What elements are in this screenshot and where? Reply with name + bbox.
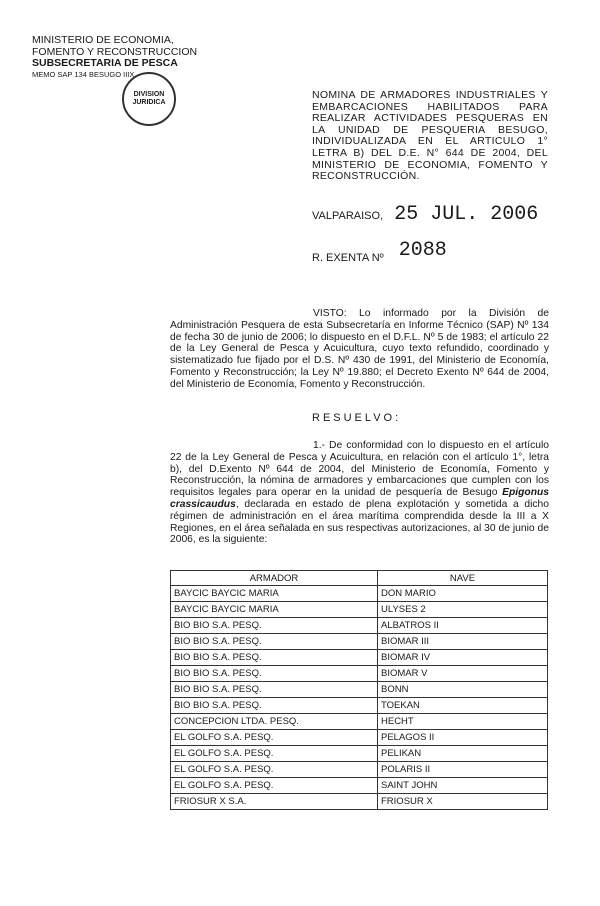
table-row	[171, 794, 548, 810]
table-row	[171, 730, 548, 746]
nave-cell: BIOMAR V	[378, 666, 548, 682]
table-row	[171, 634, 548, 650]
table-row	[171, 602, 548, 618]
nave-cell: BONN	[378, 682, 548, 698]
table-row	[171, 746, 548, 762]
dateline-date-stamp: 25 JUL. 2006	[394, 203, 539, 226]
armador-cell: EL GOLFO S.A. PESQ.	[171, 762, 378, 778]
visto-paragraph: VISTO: Lo informado por la División de Administración Pesquera de esta Subsecretaría en Informe Técnico (SAP) Nº 134 de fecha 30 de junio de 2006; lo dispuesto en el D.F.L. Nº 5 de 1983; el artículo 22 de la Ley General de Pesca y Acuicultura, cuyo texto refundido, coordinado y sistematizado fue fijado por el D.S. Nº 430 de 1991, del Ministerio de Economía, Fomento y Reconstrucción; la Ley Nº 19.880; el Decreto Exento Nº 644 de 2004, del Ministerio de Economía, Fomento y Reconstrucción.	[170, 308, 549, 390]
point1-text-after: , declarada en estado de plena explotación y sometida a dicho régimen de administración en el área marítima comprendida desde la III a X Regiones, en el área señalada en sus respectivas autorizaciones, al 30 de junio de 2006, es la siguiente:	[170, 498, 549, 546]
resolution-point-1	[170, 440, 549, 546]
nave-cell: HECHT	[378, 714, 548, 730]
exenta-number: 2088	[398, 239, 447, 262]
armador-cell: EL GOLFO S.A. PESQ.	[171, 746, 378, 762]
armador-cell: BIO BIO S.A. PESQ.	[171, 682, 378, 698]
letterhead-ministry-cont: FOMENTO Y RECONSTRUCCION	[32, 45, 198, 58]
nave-cell: SAINT JOHN	[378, 778, 548, 794]
resuelvo-heading: RESUELVO:	[312, 412, 402, 424]
point1-text-before: 1.- De conformidad con lo dispuesto en el artículo 22 de la Ley General de Pesca y Acuicultura, en relación con el artículo 1°, letra b), del D.Exento Nº 644 de 2004, del Ministerio de Economía, Fomento y Reconstrucción, la nómina de armadores y embarcaciones que cumplen con los requisitos legales para operar en la unidad de pesquería de Besugo	[170, 440, 549, 499]
nave-cell: POLARIS II	[378, 762, 548, 778]
nave-cell: ALBATROS II	[378, 618, 548, 634]
dateline-city: VALPARAISO,	[312, 210, 384, 222]
letterhead	[32, 35, 207, 80]
letterhead-subsecretaria: SUBSECRETARIA DE PESCA	[32, 57, 178, 69]
table-row	[171, 666, 548, 682]
dateline	[312, 203, 538, 226]
armador-cell: BIO BIO S.A. PESQ.	[171, 650, 378, 666]
nave-cell: PELAGOS II	[378, 730, 548, 746]
exenta-label: R. EXENTA Nº	[312, 252, 384, 264]
table-row	[171, 762, 548, 778]
document-title: NOMINA DE ARMADORES INDUSTRIALES Y EMBARCACIONES HABILITADOS PARA REALIZAR ACTIVIDADES PESQUERAS EN LA UNIDAD DE PESQUERIA BESUGO, INDIVIDUALIZADA EN EL ARTICULO 1° LETRA B) DEL D.E. N° 644 DE 2004, DEL MINISTERIO DE ECONOMIA, FOMENTO Y RECONSTRUCCIÓN.	[312, 89, 548, 183]
nave-cell: DON MARIO	[378, 586, 548, 602]
table-row	[171, 586, 548, 602]
nave-cell: TOEKAN	[378, 698, 548, 714]
armador-cell: BIO BIO S.A. PESQ.	[171, 698, 378, 714]
armador-cell: BIO BIO S.A. PESQ.	[171, 618, 378, 634]
table-row	[171, 698, 548, 714]
table-row	[171, 714, 548, 730]
fleet-table	[170, 570, 548, 810]
table-row	[171, 650, 548, 666]
nave-cell: FRIOSUR X	[378, 794, 548, 810]
column-header-armador: ARMADOR	[171, 571, 378, 586]
armador-cell: BAYCIC BAYCIC MARIA	[171, 602, 378, 618]
exenta-line	[312, 239, 447, 268]
armador-cell: FRIOSUR X S.A.	[171, 794, 378, 810]
column-header-nave: NAVE	[378, 571, 548, 586]
nave-cell: ULYSES 2	[378, 602, 548, 618]
letterhead-memo: MEMO SAP 134 BESUGO IIIX	[32, 69, 135, 79]
stamp-text: DIVISION JURIDICA	[132, 91, 166, 106]
table-row	[171, 682, 548, 698]
nave-cell: PELIKAN	[378, 746, 548, 762]
armador-cell: BIO BIO S.A. PESQ.	[171, 666, 378, 682]
table-row	[171, 778, 548, 794]
table-header-row	[171, 571, 548, 586]
table-row	[171, 618, 548, 634]
point1-species: Epigonus crassicaudus	[170, 487, 549, 510]
nave-cell: BIOMAR IV	[378, 650, 548, 666]
letterhead-ministry: MINISTERIO DE ECONOMIA,	[32, 34, 174, 46]
armador-cell: EL GOLFO S.A. PESQ.	[171, 730, 378, 746]
juridica-stamp	[122, 72, 176, 126]
armador-cell: BAYCIC BAYCIC MARIA	[171, 586, 378, 602]
armador-cell: EL GOLFO S.A. PESQ.	[171, 778, 378, 794]
armador-cell: BIO BIO S.A. PESQ.	[171, 634, 378, 650]
nave-cell: BIOMAR III	[378, 634, 548, 650]
armador-cell: CONCEPCION LTDA. PESQ.	[171, 714, 378, 730]
